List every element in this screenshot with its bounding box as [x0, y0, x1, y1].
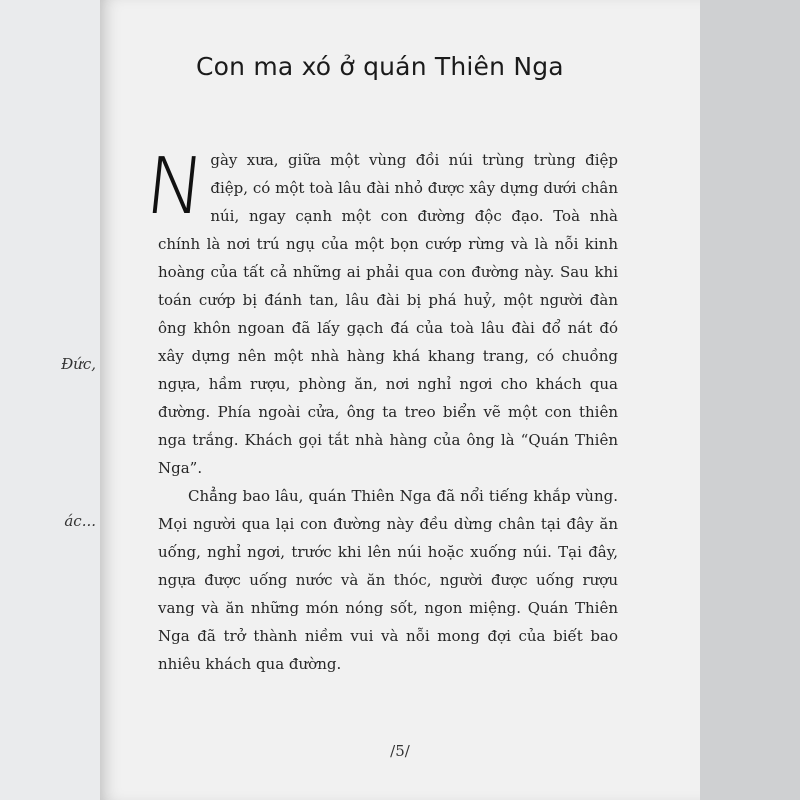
right-page-edge: [700, 0, 800, 800]
left-margin-fragment: ác...: [64, 512, 96, 530]
chapter-title: Con ma xó ở quán Thiên Nga: [196, 52, 564, 81]
paragraph: [141, 142, 618, 482]
left-margin-fragment: Đức,: [61, 355, 96, 373]
paragraph-1-text: gày xưa, giữa một vùng đồi núi trùng trùng điệp điệp, có một toà lâu đài nhỏ được xây dựng dưới chân núi, ngay cạnh một con đường độc đạo. Toà nhà chính là nơi trú ngụ của một bọn cướp rừng và là nỗi kinh hoàng của tất cả những ai phải qua con đường này. Sau khi toán cướp bị đánh tan, lâu đài bị phá huỷ, một người đàn ông khôn ngoan đã lấy gạch đá của toà lâu đài đổ nát đó xây dựng nên một nhà hàng khá khang trang, có chuồng ngựa, hầm rượu, phòng ăn, nơi nghỉ ngơi cho khách qua đường. Phía ngoài cửa, ông ta treo biển vẽ một con thiên nga trắng. Khách gọi tắt nhà hàng của ông là “Quán Thiên Nga”.: [158, 151, 618, 477]
paragraph-2-text: Chẳng bao lâu, quán Thiên Nga đã nổi tiếng khắp vùng. Mọi người qua lại con đường này đều dừng chân tại đây ăn uống, nghỉ ngơi, trước khi lên núi hoặc xuống núi. Tại đây, ngựa được uống nước và ăn thóc, người được uống rượu vang và ăn những món nóng sốt, ngon miệng. Quán Thiên Nga đã trở thành niềm vui và nỗi mong đợi của biết bao nhiêu khách qua đường.: [158, 487, 618, 673]
drop-cap: N: [141, 142, 210, 232]
left-page-edge: [0, 0, 100, 800]
chapter-body: [141, 142, 618, 678]
book-page: [100, 0, 700, 800]
page-number: /5/: [390, 742, 410, 760]
